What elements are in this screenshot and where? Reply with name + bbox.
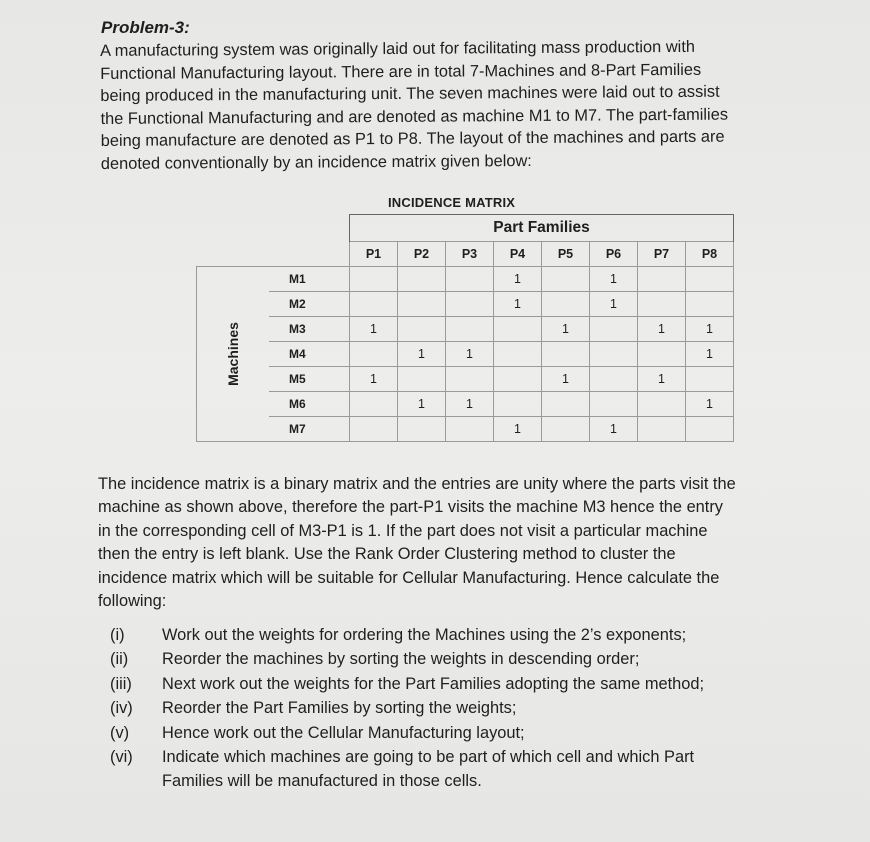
task-number: (iv) [110,699,133,718]
matrix-cell [542,292,590,317]
machine-row-label: M7 [269,417,350,442]
task-number: (i) [110,626,125,644]
intro-line: being produced in the manufacturing unit. The seven machines were laid out to assist [100,82,720,105]
matrix-cell [398,267,446,292]
task-text: Families will be manufactured in those cells. [162,772,482,791]
intro-line: Functional Manufacturing layout. There are in total 7-Machines and 8-Part Families [100,60,702,83]
machine-row-label: M6 [269,392,350,417]
task-number: (vi) [110,748,133,767]
matrix-cell [542,267,590,292]
matrix-cell: 1 [638,317,686,342]
matrix-cell [686,417,734,442]
matrix-cell [590,317,638,342]
matrix-cell [494,392,542,417]
explanation-line: in the corresponding cell of M3-P1 is 1. If the part does not visit a particular machine [98,521,708,540]
matrix-cell [686,267,734,292]
task-item [110,745,810,794]
matrix-cell: 1 [446,342,494,367]
matrix-row [197,292,734,317]
explanation-line: The incidence matrix is a binary matrix and the entries are unity where the parts visit the [98,475,736,493]
matrix-cell [446,317,494,342]
task-item [110,647,810,671]
task-number: (iii) [110,674,132,693]
task-item [110,696,810,720]
matrix-cell: 1 [686,342,734,367]
part-column-header: P3 [446,242,494,267]
machine-row-label: M5 [269,367,350,392]
part-column-header: P4 [494,242,542,267]
matrix-cell: 1 [590,417,638,442]
matrix-cell [446,267,494,292]
matrix-cell: 1 [542,317,590,342]
task-item [110,721,810,745]
task-text: Work out the weights for ordering the Machines using the 2’s exponents; [162,626,687,644]
part-families-header: Part Families [350,215,734,242]
matrix-cell [494,317,542,342]
matrix-cell [446,292,494,317]
matrix-cell [590,392,638,417]
part-column-header: P6 [590,242,638,267]
matrix-cell [542,417,590,442]
incidence-matrix [196,214,734,442]
matrix-cell [398,292,446,317]
matrix-cell [590,367,638,392]
matrix-cell [446,417,494,442]
machine-row-label: M2 [269,292,350,317]
task-text: Next work out the weights for the Part Families adopting the same method; [162,674,705,693]
matrix-cell [638,267,686,292]
matrix-cell: 1 [494,267,542,292]
matrix-cell [638,417,686,442]
matrix-cell [350,292,398,317]
matrix-cell [398,317,446,342]
machine-row-label: M3 [269,317,350,342]
matrix-cell: 1 [350,367,398,392]
part-column-header: P7 [638,242,686,267]
part-column-header: P8 [686,242,734,267]
matrix-cell [398,367,446,392]
explanation-line: machine as shown above, therefore the part-P1 visits the machine M3 hence the entry [98,498,724,517]
matrix-cell: 1 [638,367,686,392]
matrix-cell [686,292,734,317]
task-item [110,623,810,647]
matrix-cell [350,392,398,417]
intro-paragraph [100,35,821,175]
matrix-cell: 1 [542,367,590,392]
intro-line: the Functional Manufacturing and are denoted as machine M1 to M7. The part-families [100,105,729,128]
matrix-cell [638,292,686,317]
matrix-row [197,417,734,442]
matrix-cell: 1 [446,392,494,417]
matrix-cell [542,342,590,367]
matrix-cell [638,392,686,417]
intro-line: denoted conventionally by an incidence matrix given below: [100,151,532,173]
matrix-cell [350,342,398,367]
matrix-cell [494,342,542,367]
matrix-row [197,367,734,392]
matrix-cell [542,392,590,417]
part-column-header: P1 [350,242,398,267]
matrix-cell: 1 [590,267,638,292]
part-column-header: P5 [542,242,590,267]
matrix-row [197,342,734,367]
matrix-cell: 1 [494,417,542,442]
matrix-cell: 1 [494,292,542,317]
machine-row-label: M4 [269,342,350,367]
task-text: Reorder the Part Families by sorting the weights; [162,699,517,718]
matrix-cell [350,417,398,442]
machines-label-text: Machines [225,322,241,386]
part-column-header: P2 [398,242,446,267]
explanation-line: following: [98,592,167,611]
problem-title: Problem-3: [101,18,190,37]
task-number: (ii) [110,650,129,669]
matrix-cell [494,367,542,392]
matrix-cell: 1 [398,342,446,367]
explanation-line: then the entry is left blank. Use the Rank Order Clustering method to cluster the [98,545,676,564]
matrix-row [197,317,734,342]
intro-line: A manufacturing system was originally laid out for facilitating mass production with [100,37,696,60]
task-text: Indicate which machines are going to be part of which cell and which Part [162,748,695,767]
task-number: (v) [110,723,130,742]
explanation-line: incidence matrix which will be suitable for Cellular Manufacturing. Hence calculate the [98,568,720,587]
matrix-cell: 1 [398,392,446,417]
matrix-cell [350,267,398,292]
matrix-cell [638,342,686,367]
explanation-paragraph [98,473,828,613]
matrix-cell [686,367,734,392]
task-list [110,623,810,794]
incidence-matrix-title: INCIDENCE MATRIX [388,195,516,210]
matrix-cell: 1 [686,392,734,417]
matrix-cell: 1 [686,317,734,342]
machine-row-label: M1 [269,267,350,292]
task-item [110,672,810,696]
machines-axis-label [197,267,270,442]
intro-line: being manufacture are denoted as P1 to P8. The layout of the machines and parts are [100,127,725,150]
matrix-cell [446,367,494,392]
matrix-cell [398,417,446,442]
task-text: Hence work out the Cellular Manufacturing layout; [162,723,525,742]
matrix-cell: 1 [590,292,638,317]
matrix-row [197,392,734,417]
task-text: Reorder the machines by sorting the weights in descending order; [162,650,640,669]
matrix-cell: 1 [350,317,398,342]
matrix-row [197,267,734,292]
matrix-cell [590,342,638,367]
